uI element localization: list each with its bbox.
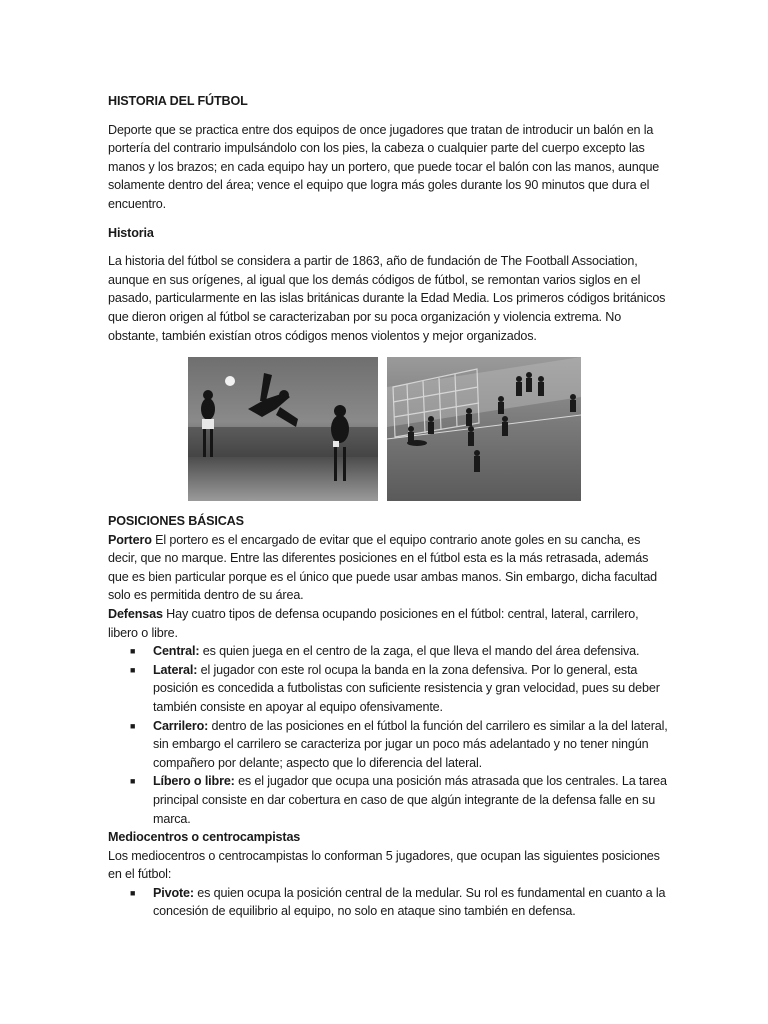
list-item xyxy=(108,884,668,921)
bicycle-kick-photo xyxy=(188,357,378,501)
photo-strip xyxy=(188,357,581,501)
list-item xyxy=(108,661,668,717)
medio-list xyxy=(108,884,668,921)
bullet-icon: ■ xyxy=(130,646,136,657)
bullet-icon: ■ xyxy=(130,664,136,675)
item-label: Lateral: xyxy=(153,662,198,677)
intro-paragraph: Deporte que se practica entre dos equipos de once jugadores que tratan de introducir un balón en la portería del contrario impulsándolo con los pies, la cabeza o cualquier parte del cuerpo excepto las manos y los brazos; en cada equipo hay un portero, que puede tocar el balón con las manos, aunque solamente dentro del área; vence el equipo que logra más goles durante los 90 minutos que dura el encuentro. xyxy=(108,122,660,211)
medio-paragraph: Los mediocentros o centrocampistas lo conforman 5 jugadores, que ocupan las siguientes posiciones en el fútbol: xyxy=(108,848,660,882)
defensas-label: Defensas xyxy=(108,606,163,621)
list-item xyxy=(108,642,668,661)
historia-paragraph: La historia del fútbol se considera a partir de 1863, año de fundación de The Football Association, aunque en sus orígenes, al igual que los demás códigos de fútbol, se remontan varios siglos en el pasado, particularmente en las islas británicas durante la Edad Media. Los primeros códigos británicos que dieron origen al fútbol se caracterizaban por su poca organización y violencia extrema. No obstante, también existían otros códigos menos violentos y mejor organizados. xyxy=(108,254,666,343)
positions-section xyxy=(108,512,668,921)
portero-paragraph xyxy=(108,531,668,605)
medio-heading: Mediocentros o centrocampistas xyxy=(108,830,301,845)
item-label: Carrilero: xyxy=(153,718,209,733)
bullet-icon: ■ xyxy=(130,887,136,898)
item-label: Central: xyxy=(153,644,200,659)
item-text: es quien ocupa la posición central de la medular. Su rol es fundamental en cuanto a la concesión de equilibrio al equipo, no solo en ataque sino también en defensa. xyxy=(153,885,666,919)
goal-scene-photo xyxy=(387,357,581,501)
item-text: es quien juega en el centro de la zaga, el que lleva el mando del área defensiva. xyxy=(199,644,640,659)
positions-heading: POSICIONES BÁSICAS xyxy=(108,514,244,528)
historia-heading: Historia xyxy=(108,225,154,240)
list-item xyxy=(108,717,668,773)
document-body xyxy=(108,92,668,355)
item-text: es el jugador que ocupa una posición más atrasada que los centrales. La tarea principal consiste en dar cobertura en caso de que algún integrante de la defensa falle en su marca. xyxy=(153,774,667,826)
item-label: Pivote: xyxy=(153,885,194,900)
list-item xyxy=(108,772,668,828)
defensas-text: Hay cuatro tipos de defensa ocupando posiciones en el fútbol: central, lateral, carrilero, libero o libre. xyxy=(108,606,639,640)
item-label: Líbero o libre: xyxy=(153,774,235,789)
bullet-icon: ■ xyxy=(130,776,136,787)
portero-text: El portero es el encargado de evitar que el equipo contrario anote goles en su cancha, es decir, que no marque. Entre las diferentes posiciones en el fútbol esta es la más retrasada, además que es bien particular porque es el único que puede usar ambas manos. Sin embargo, dicha facultad solo es permitida dentro de su área. xyxy=(108,532,658,603)
bullet-icon: ■ xyxy=(130,720,136,731)
document-title: HISTORIA DEL FÚTBOL xyxy=(108,94,248,108)
portero-label: Portero xyxy=(108,532,152,547)
item-text: dentro de las posiciones en el fútbol la función del carrilero es similar a la del lateral, sin embargo el carrilero se caracteriza por jugar un poco más adelantado y no tener ningún compañero por delante; aspecto que lo diferencia del lateral. xyxy=(153,718,668,770)
item-text: el jugador con este rol ocupa la banda en la zona defensiva. Por lo general, esta posición es concedida a futbolistas con suficiente resistencia y gran velocidad, pues su deber también consiste en apoyar al equipo ofensivamente. xyxy=(153,662,660,714)
defensas-paragraph xyxy=(108,605,668,642)
defensas-list xyxy=(108,642,668,828)
